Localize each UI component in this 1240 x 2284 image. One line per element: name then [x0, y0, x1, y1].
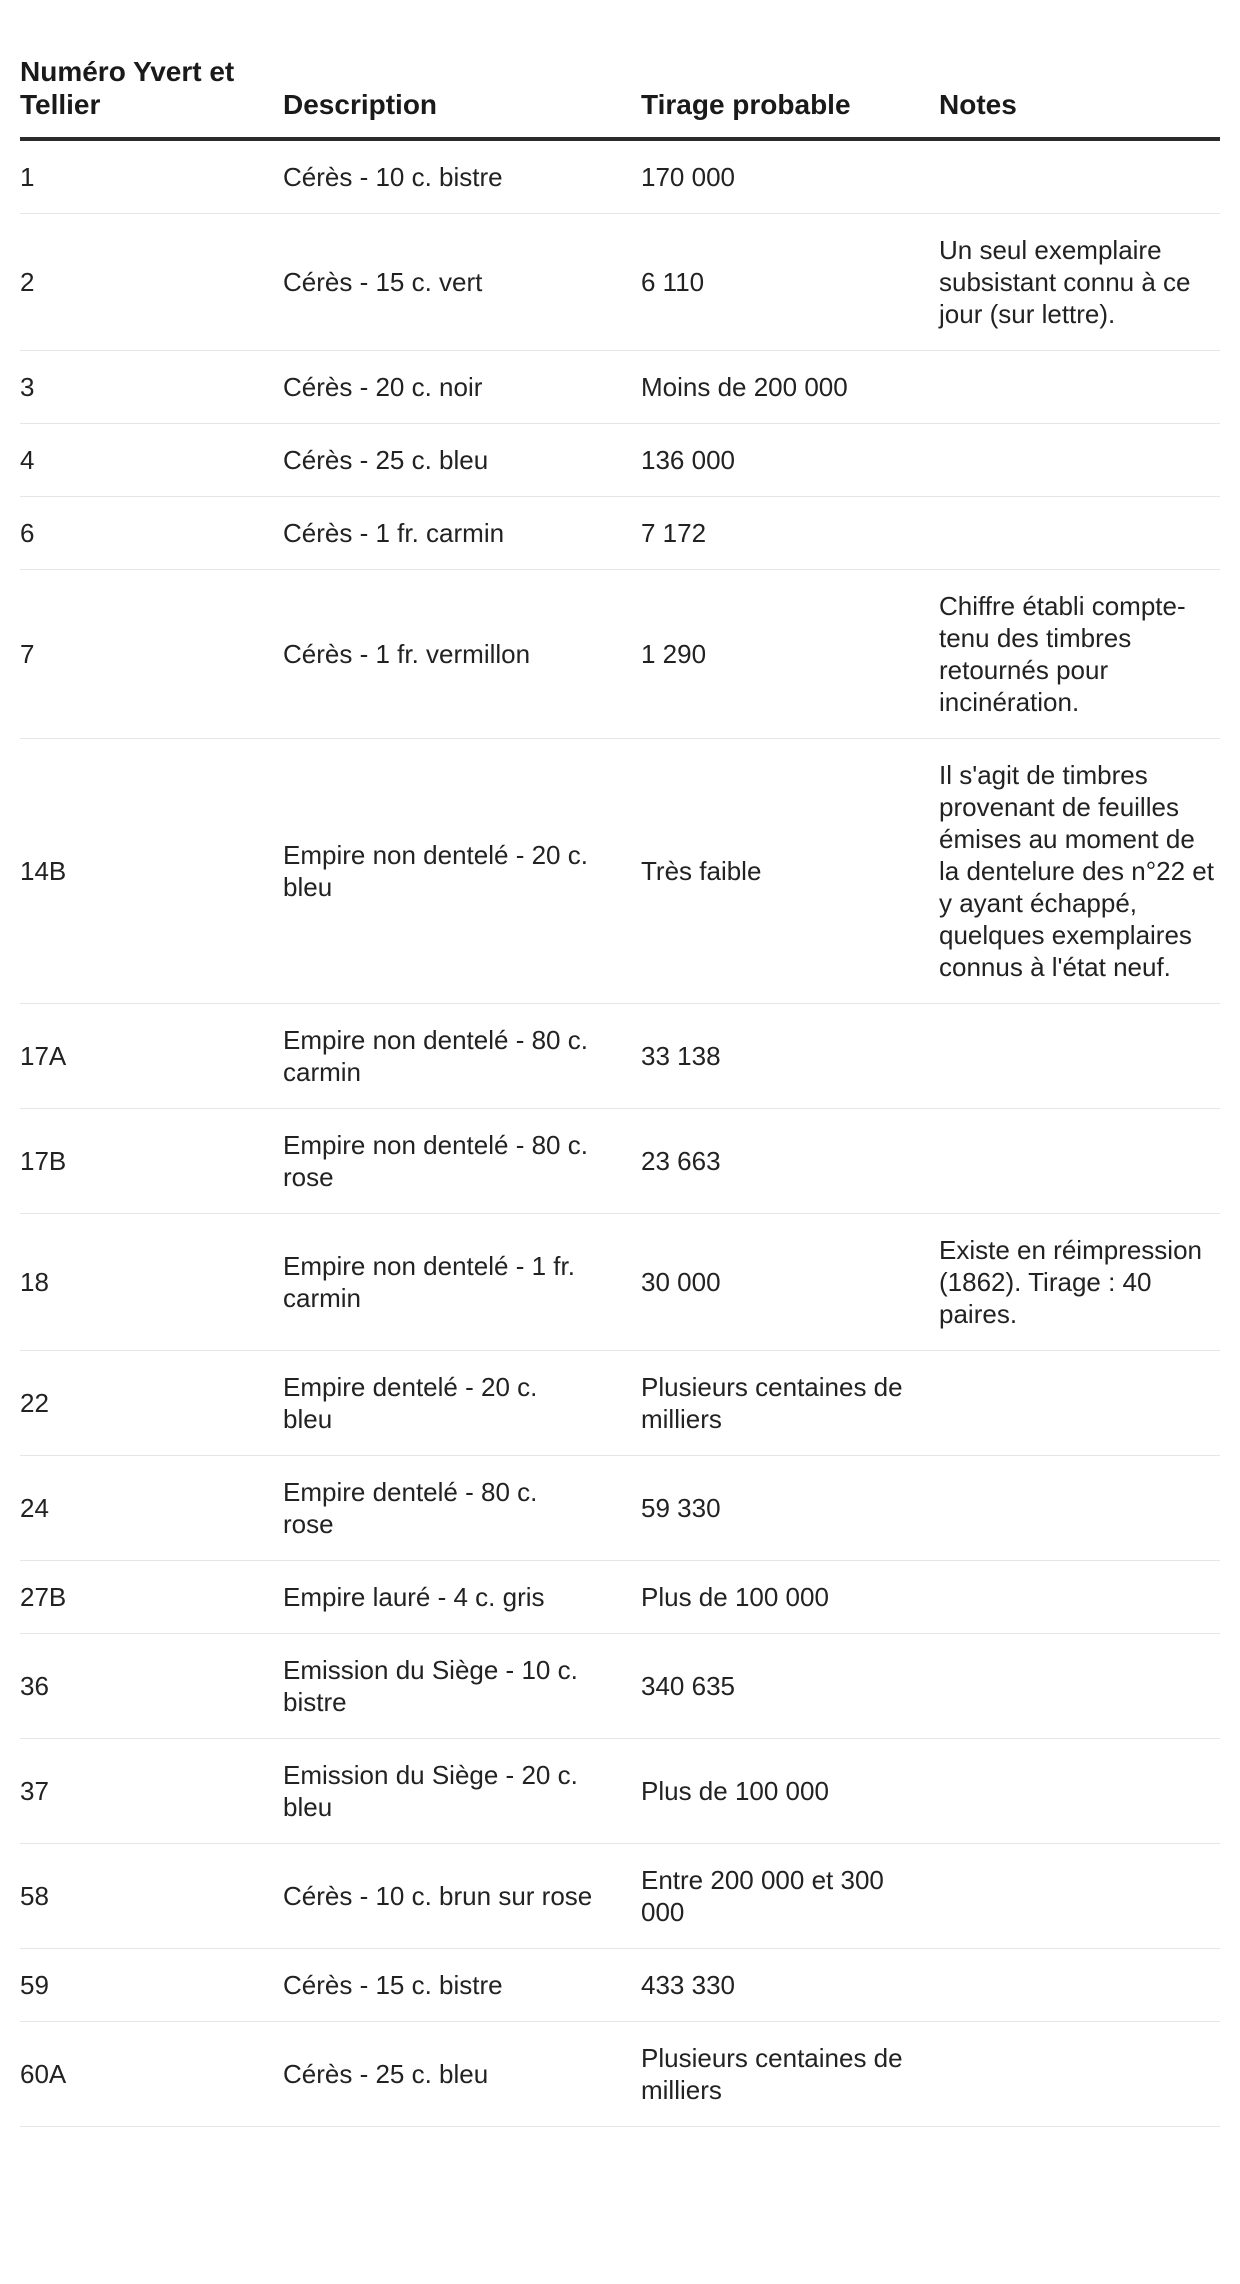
cell-numero: 18: [20, 1214, 283, 1351]
cell-tirage: 170 000: [641, 139, 939, 214]
cell-description: Empire dentelé - 80 c. rose: [283, 1456, 641, 1561]
cell-tirage: 59 330: [641, 1456, 939, 1561]
cell-numero: 4: [20, 424, 283, 497]
table-row: [20, 214, 1220, 351]
table-row: [20, 2022, 1220, 2127]
cell-description: Empire non dentelé - 80 c. rose: [283, 1109, 641, 1214]
table-row: [20, 1456, 1220, 1561]
cell-tirage: Plus de 100 000: [641, 1561, 939, 1634]
stamp-print-run-table: [20, 55, 1220, 2127]
cell-numero: 37: [20, 1739, 283, 1844]
table-row: [20, 497, 1220, 570]
table-row: [20, 1634, 1220, 1739]
cell-notes: Existe en réimpression (1862). Tirage : 40 paires.: [939, 1214, 1220, 1351]
cell-description: Empire non dentelé - 20 c. bleu: [283, 739, 641, 1004]
cell-tirage: Entre 200 000 et 300 000: [641, 1844, 939, 1949]
table-row: [20, 1739, 1220, 1844]
table-row: [20, 139, 1220, 214]
table-row: [20, 1214, 1220, 1351]
header-description: Description: [283, 55, 641, 139]
table-row: [20, 1949, 1220, 2022]
cell-description: Cérès - 10 c. brun sur rose: [283, 1844, 641, 1949]
cell-description: Emission du Siège - 10 c. bistre: [283, 1634, 641, 1739]
cell-numero: 24: [20, 1456, 283, 1561]
table-header: [20, 55, 1220, 139]
cell-description: Cérès - 1 fr. carmin: [283, 497, 641, 570]
cell-numero: 58: [20, 1844, 283, 1949]
cell-notes: [939, 424, 1220, 497]
cell-notes: [939, 497, 1220, 570]
cell-description: Empire dentelé - 20 c. bleu: [283, 1351, 641, 1456]
cell-numero: 36: [20, 1634, 283, 1739]
cell-notes: Chiffre établi compte-tenu des timbres retournés pour incinération.: [939, 570, 1220, 739]
cell-description: Cérès - 20 c. noir: [283, 351, 641, 424]
cell-numero: 17B: [20, 1109, 283, 1214]
cell-notes: [939, 1949, 1220, 2022]
header-tirage: Tirage probable: [641, 55, 939, 139]
cell-notes: [939, 1351, 1220, 1456]
cell-numero: 1: [20, 139, 283, 214]
cell-numero: 59: [20, 1949, 283, 2022]
cell-tirage: Plusieurs centaines de milliers: [641, 2022, 939, 2127]
table-row: [20, 1004, 1220, 1109]
page: [0, 55, 1240, 2284]
cell-numero: 3: [20, 351, 283, 424]
cell-numero: 17A: [20, 1004, 283, 1109]
cell-description: Empire non dentelé - 80 c. carmin: [283, 1004, 641, 1109]
cell-tirage: 23 663: [641, 1109, 939, 1214]
cell-numero: 27B: [20, 1561, 283, 1634]
header-row: [20, 55, 1220, 139]
table-row: [20, 424, 1220, 497]
cell-description: Cérès - 25 c. bleu: [283, 424, 641, 497]
cell-numero: 22: [20, 1351, 283, 1456]
cell-numero: 6: [20, 497, 283, 570]
cell-notes: [939, 1844, 1220, 1949]
cell-tirage: 433 330: [641, 1949, 939, 2022]
cell-tirage: 7 172: [641, 497, 939, 570]
table-row: [20, 1561, 1220, 1634]
cell-notes: Un seul exemplaire subsistant connu à ce jour (sur lettre).: [939, 214, 1220, 351]
header-notes: Notes: [939, 55, 1220, 139]
cell-notes: [939, 1004, 1220, 1109]
cell-tirage: 33 138: [641, 1004, 939, 1109]
cell-numero: 60A: [20, 2022, 283, 2127]
cell-notes: [939, 1456, 1220, 1561]
cell-notes: [939, 139, 1220, 214]
cell-description: Cérès - 1 fr. vermillon: [283, 570, 641, 739]
cell-tirage: Plus de 100 000: [641, 1739, 939, 1844]
cell-notes: [939, 1739, 1220, 1844]
cell-notes: [939, 1109, 1220, 1214]
cell-notes: Il s'agit de timbres provenant de feuilles émises au moment de la dentelure des n°22 et y ayant échappé, quelques exemplaires connus à l'état neuf.: [939, 739, 1220, 1004]
table-row: [20, 739, 1220, 1004]
cell-description: Cérès - 10 c. bistre: [283, 139, 641, 214]
header-numero: Numéro Yvert et Tellier: [20, 55, 283, 139]
cell-description: Cérès - 25 c. bleu: [283, 2022, 641, 2127]
cell-numero: 2: [20, 214, 283, 351]
table-row: [20, 1844, 1220, 1949]
table-body: [20, 139, 1220, 2127]
cell-notes: [939, 2022, 1220, 2127]
cell-description: Empire lauré - 4 c. gris: [283, 1561, 641, 1634]
cell-tirage: 340 635: [641, 1634, 939, 1739]
cell-tirage: 1 290: [641, 570, 939, 739]
cell-numero: 7: [20, 570, 283, 739]
table-row: [20, 570, 1220, 739]
cell-description: Empire non dentelé - 1 fr. carmin: [283, 1214, 641, 1351]
cell-description: Cérès - 15 c. bistre: [283, 1949, 641, 2022]
cell-tirage: 6 110: [641, 214, 939, 351]
cell-notes: [939, 1561, 1220, 1634]
cell-tirage: 30 000: [641, 1214, 939, 1351]
cell-tirage: Moins de 200 000: [641, 351, 939, 424]
table-row: [20, 1109, 1220, 1214]
cell-description: Cérès - 15 c. vert: [283, 214, 641, 351]
cell-notes: [939, 1634, 1220, 1739]
cell-numero: 14B: [20, 739, 283, 1004]
cell-tirage: Très faible: [641, 739, 939, 1004]
table-row: [20, 1351, 1220, 1456]
table-row: [20, 351, 1220, 424]
cell-tirage: Plusieurs centaines de milliers: [641, 1351, 939, 1456]
cell-notes: [939, 351, 1220, 424]
cell-tirage: 136 000: [641, 424, 939, 497]
cell-description: Emission du Siège - 20 c. bleu: [283, 1739, 641, 1844]
